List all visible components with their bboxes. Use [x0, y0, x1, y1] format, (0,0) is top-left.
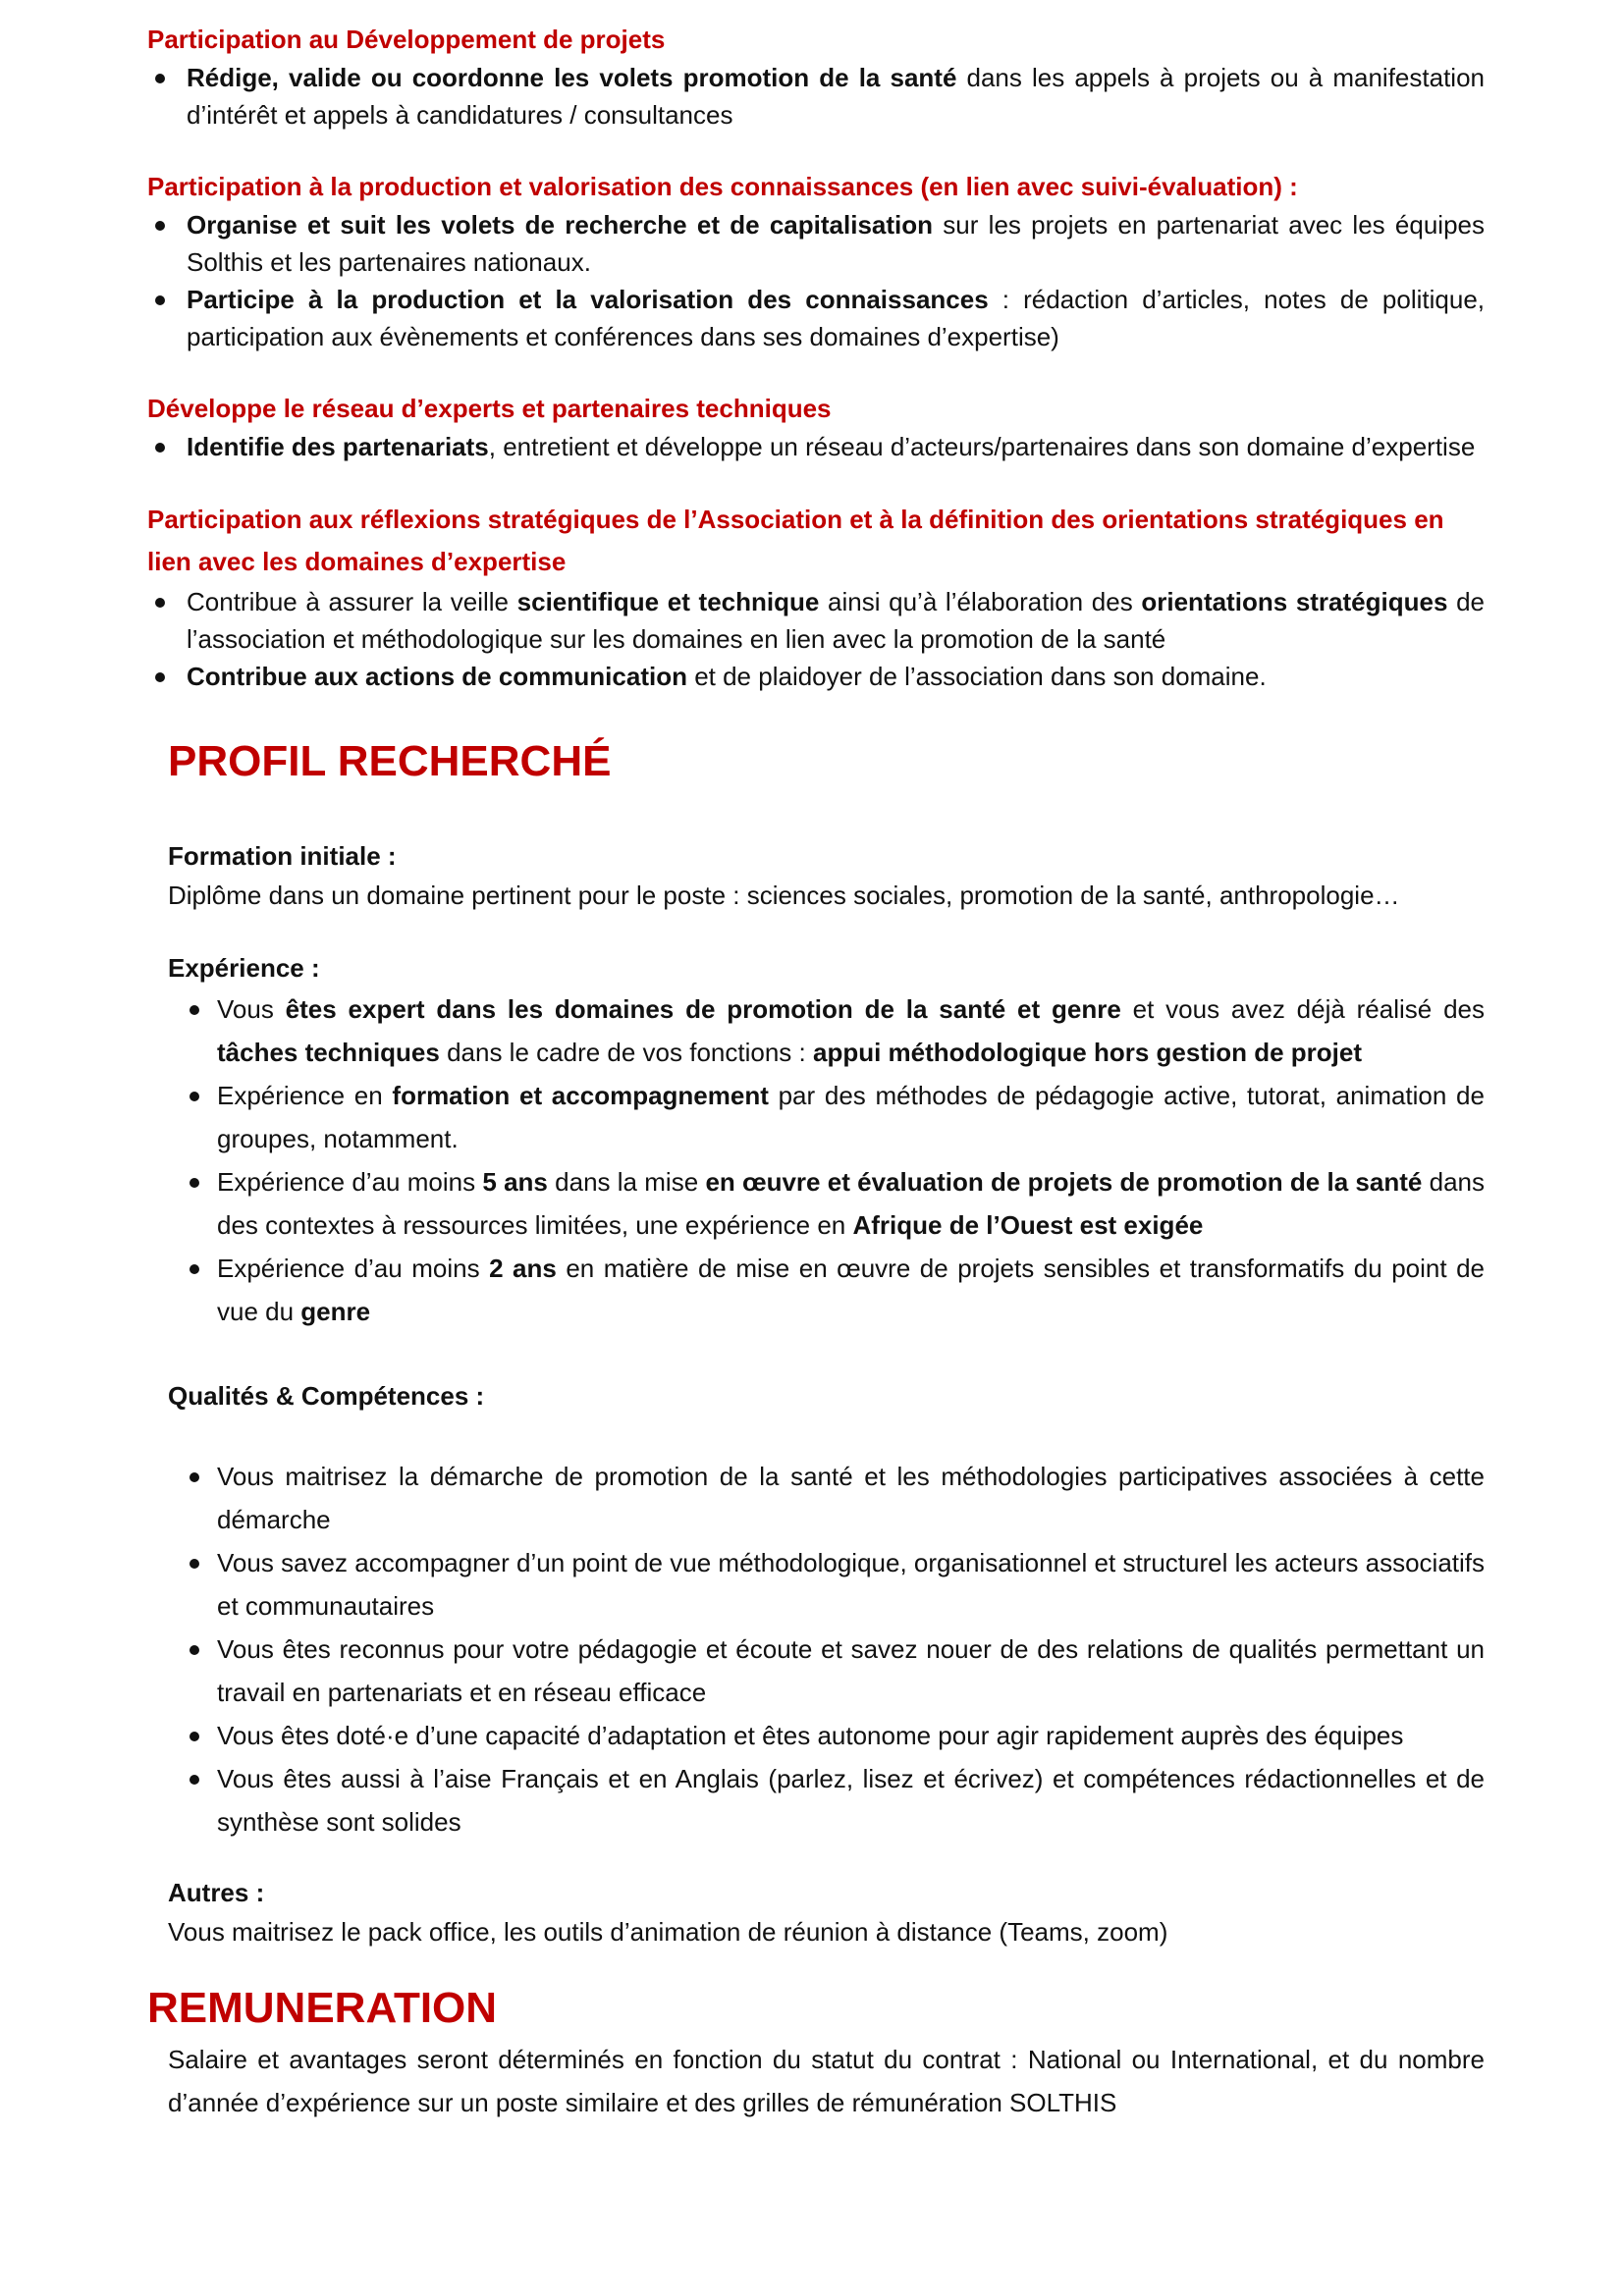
- list-item: [147, 59, 1485, 133]
- item-text: ainsi qu’à l’élaboration des: [819, 587, 1142, 616]
- section-heading: Développe le réseau d’experts et partenaires techniques: [147, 394, 832, 423]
- list-item: Vous êtes aussi à l’aise Français et en Anglais (parlez, lisez et écrivez) et compétences rédactionnelles et de synthèse sont solides: [168, 1757, 1485, 1843]
- profil-title: PROFIL RECHERCHÉ: [168, 737, 612, 785]
- list-item: [168, 1247, 1485, 1333]
- item-text: en matière de mise en œuvre de projets sensibles et transformatifs du point de vue du: [217, 1254, 1485, 1326]
- section-heading: Participation aux réflexions stratégiques de l’Association et à la définition des orientations stratégiques en lien avec les domaines d’expertise: [147, 505, 1444, 576]
- remuneration-text: Salaire et avantages seront déterminés en fonction du statut du contrat : National ou International, et du nombre d’année d’expérience sur un poste similaire et des grilles de rémunération SOLTHIS: [168, 2045, 1485, 2117]
- bold-text: Organise et suit les volets de recherche et de capitalisation: [187, 210, 934, 240]
- bold-text: appui méthodologique hors gestion de projet: [812, 1038, 1362, 1067]
- bold-text: 2 ans: [489, 1254, 557, 1283]
- list-item: [147, 658, 1485, 695]
- bullet-list: [147, 206, 1485, 355]
- list-item: [168, 988, 1485, 1074]
- qualites-label: Qualités & Compétences :: [168, 1381, 485, 1411]
- item-text: et de plaidoyer de l’association dans son domaine.: [686, 662, 1267, 691]
- item-text: , entretient et développe un réseau d’acteurs/partenaires dans son domaine d’expertise: [488, 432, 1476, 461]
- section-profil: [168, 732, 1485, 1951]
- item-text: et vous avez déjà réalisé des: [1120, 994, 1485, 1024]
- section-heading: Participation au Développement de projets: [147, 25, 666, 54]
- list-item: [147, 281, 1485, 355]
- formation-text: Diplôme dans un domaine pertinent pour le poste : sciences sociales, promotion de la santé, anthropologie…: [168, 881, 1400, 910]
- list-item: [147, 583, 1485, 658]
- section-connaissances: [147, 167, 1485, 355]
- bold-text: orientations stratégiques: [1141, 587, 1448, 616]
- bold-text: en œuvre et évaluation de projets de promotion de la santé: [705, 1167, 1423, 1197]
- item-text: Expérience d’au moins: [217, 1167, 483, 1197]
- item-text: : rédaction d’articles, notes de politique, participation aux évènements et conférences dans ses domaines d’expertise): [187, 285, 1485, 351]
- list-item: Vous savez accompagner d’un point de vue méthodologique, organisationnel et structurel les acteurs associatifs et communautaires: [168, 1541, 1485, 1628]
- item-text: sur les projets en partenariat avec les équipes Solthis et les partenaires nationaux.: [187, 210, 1486, 277]
- bold-text: Participe à la production et la valorisation des connaissances: [187, 285, 989, 314]
- bold-text: 5 ans: [482, 1167, 548, 1197]
- autres-label: Autres :: [168, 1878, 265, 1907]
- bold-text: formation et accompagnement: [392, 1081, 769, 1110]
- item-text: dans le cadre de vos fonctions :: [439, 1038, 813, 1067]
- item-text: par des méthodes de pédagogie active, tutorat, animation de groupes, notamment.: [217, 1081, 1485, 1153]
- bullet-list: [147, 583, 1485, 695]
- bold-text: tâches techniques: [217, 1038, 440, 1067]
- bold-text: Afrique de l’Ouest est exigée: [852, 1210, 1204, 1240]
- experience-list: [168, 988, 1485, 1333]
- item-text: Contribue à assurer la veille: [187, 587, 517, 616]
- section-developpement: [147, 20, 1485, 133]
- list-item: Vous êtes reconnus pour votre pédagogie et écoute et savez nouer de des relations de qualités permettant un travail en partenariats et en réseau efficace: [168, 1628, 1485, 1714]
- item-text: dans des contextes à ressources limitées, une expérience en: [217, 1167, 1485, 1240]
- item-text: Expérience en: [217, 1081, 393, 1110]
- list-item: [147, 206, 1485, 281]
- list-item: Vous maitrisez la démarche de promotion de la santé et les méthodologies participatives associées à cette démarche: [168, 1455, 1485, 1541]
- formation-label: Formation initiale :: [168, 841, 397, 871]
- bullet-list: [147, 59, 1485, 133]
- experience-label: Expérience :: [168, 953, 320, 983]
- item-text: Expérience d’au moins: [217, 1254, 490, 1283]
- section-heading: Participation à la production et valorisation des connaissances (en lien avec suivi-évaluation) :: [147, 172, 1298, 201]
- item-text: dans les appels à projets ou à manifestation d’intérêt et appels à candidatures / consultances: [187, 63, 1485, 130]
- bold-text: êtes expert dans les domaines de promotion de la santé et genre: [285, 994, 1121, 1024]
- list-item: [168, 1074, 1485, 1160]
- item-text: de l’association et méthodologique sur les domaines en lien avec la promotion de la santé: [187, 587, 1485, 654]
- list-item: [147, 428, 1485, 465]
- list-item: [168, 1160, 1485, 1247]
- item-text: Vous: [217, 994, 286, 1024]
- qualites-list: [168, 1455, 1485, 1843]
- bullet-list: [147, 428, 1485, 465]
- bold-text: Rédige, valide ou coordonne les volets promotion de la santé: [187, 63, 957, 92]
- section-strategie: [147, 499, 1485, 695]
- bold-text: genre: [300, 1297, 371, 1326]
- section-remuneration: [168, 2038, 1485, 2124]
- bold-text: Contribue aux actions de communication: [187, 662, 687, 691]
- remuneration-title: REMUNERATION: [147, 1984, 498, 2032]
- section-reseau: [147, 389, 1485, 465]
- item-text: dans la mise: [547, 1167, 706, 1197]
- list-item: Vous êtes doté·e d’une capacité d’adaptation et êtes autonome pour agir rapidement auprès des équipes: [168, 1714, 1485, 1757]
- bold-text: scientifique et technique: [516, 587, 820, 616]
- bold-text: Identifie des partenariats: [187, 432, 489, 461]
- autres-text: Vous maitrisez le pack office, les outils d’animation de réunion à distance (Teams, zoom): [168, 1917, 1168, 1947]
